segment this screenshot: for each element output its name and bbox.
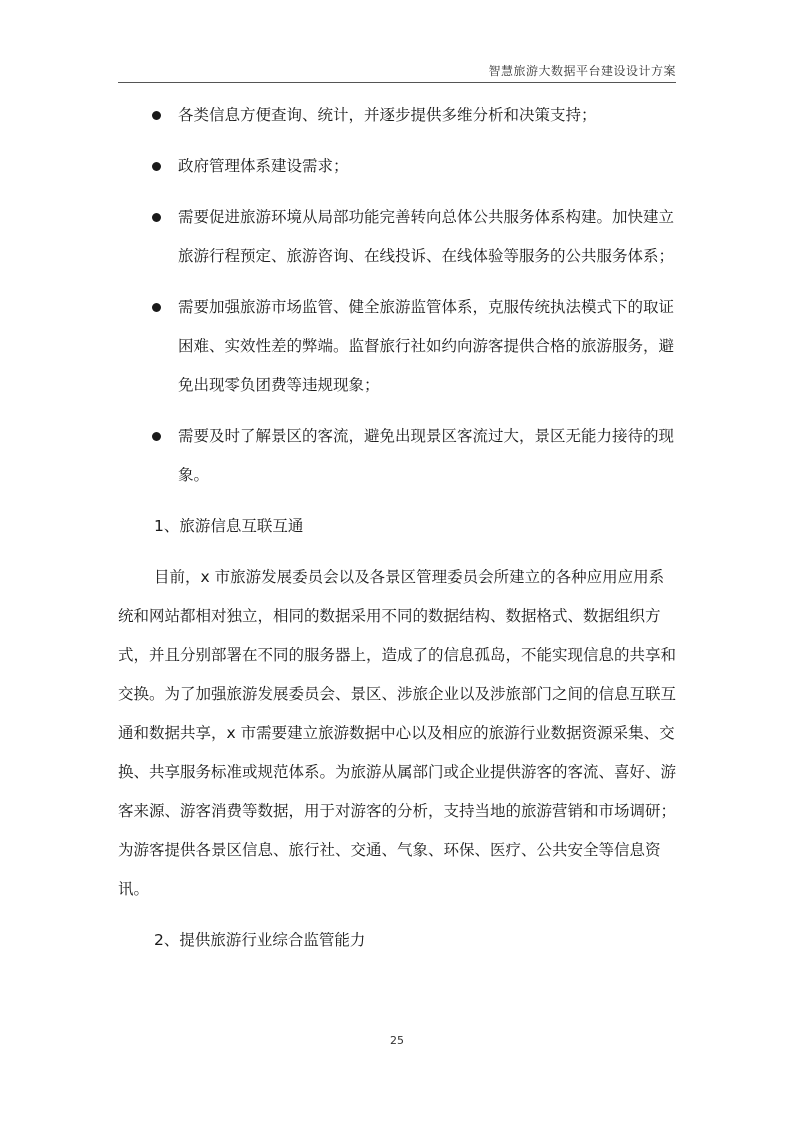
bullet-item — [118, 96, 676, 135]
bullet-item — [118, 198, 676, 276]
bullet-text: 需要加强旅游市场监管、健全旅游监管体系，克服传统执法模式下的取证困难、实效性差的弊端。监督旅行社如约向游客提供合格的旅游服务，避免出现零负团费等违规现象； — [178, 298, 675, 394]
bullet-dot-icon — [152, 303, 161, 312]
bullet-text: 需要及时了解景区的客流，避免出现景区客流过大，景区无能力接待的现象。 — [178, 427, 675, 484]
bullet-dot-icon — [152, 162, 161, 171]
header-title: 智慧旅游大数据平台建设设计方案 — [488, 64, 676, 78]
section-heading-2: 2、提供旅游行业综合监管能力 — [154, 931, 366, 949]
bullet-text: 各类信息方便查询、统计，并逐步提供多维分析和决策支持； — [178, 106, 597, 124]
bullet-dot-icon — [152, 213, 161, 222]
bullet-item — [118, 147, 676, 186]
section-paragraph-1: 目前，x 市旅游发展委员会以及各景区管理委员会所建立的各种应用应用系统和网站都相对独立，相同的数据采用不同的数据结构、数据格式、数据组织方式，并且分别部署在不同的服务器上，造成了的信息孤岛，不能实现信息的共享和交换。为了加强旅游发展委员会、景区、涉旅企业以及涉旅部门之间的信息互联互通和数据共享，x 市需要建立旅游数据中心以及相应的旅游行业数据资源采集、交换、共享服务标准或规范体系。为旅游从属部门或企业提供游客的客流、喜好、游客来源、游客消费等数据，用于对游客的分析，支持当地的旅游营销和市场调研；为游客提供各景区信息、旅行社、交通、气象、环保、医疗、公共安全等信息资讯。 — [118, 568, 677, 898]
header-divider — [118, 82, 676, 83]
bullet-text: 政府管理体系建设需求； — [178, 157, 349, 175]
bullet-item — [118, 288, 676, 405]
section-heading-1: 1、旅游信息互联互通 — [154, 517, 304, 535]
page-number: 25 — [390, 1034, 404, 1047]
page-body — [118, 96, 676, 960]
bullet-item — [118, 417, 676, 495]
bullet-dot-icon — [152, 432, 161, 441]
bullet-text: 需要促进旅游环境从局部功能完善转向总体公共服务体系构建。加快建立旅游行程预定、旅游咨询、在线投诉、在线体验等服务的公共服务体系； — [178, 208, 675, 265]
bullet-dot-icon — [152, 111, 161, 120]
